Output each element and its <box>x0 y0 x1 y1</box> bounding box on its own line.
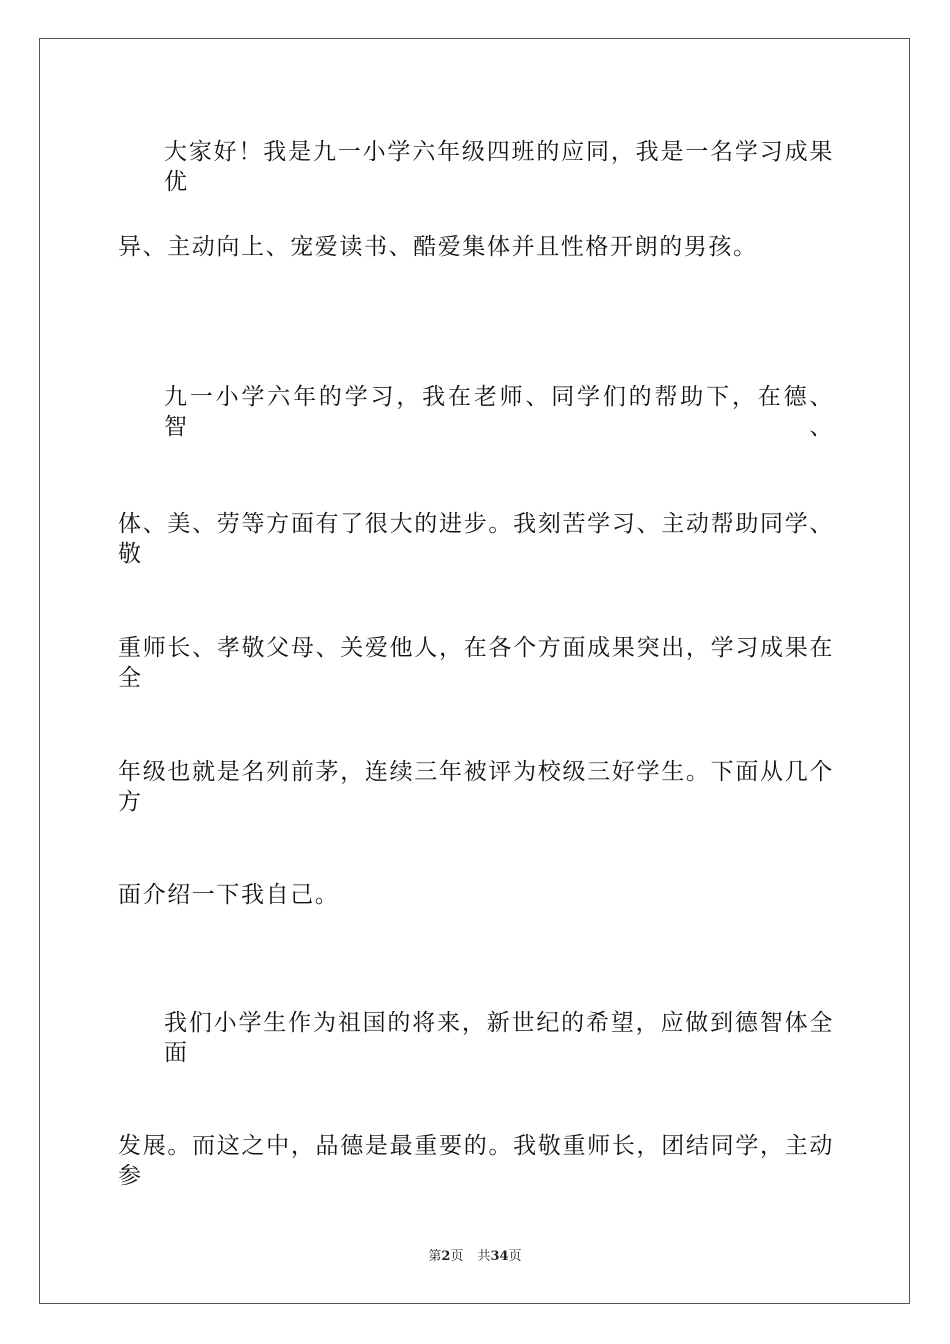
total-suffix: 页 <box>508 1249 522 1264</box>
page-number: 2 <box>441 1249 451 1264</box>
paragraph-2-line-2: 体、美、劳等方面有了很大的进步。我刻苦学习、主动帮助同学、敬 <box>118 511 834 567</box>
paragraph-2-line-1: 九一小学六年的学习，我在老师、同学们的帮助下，在德、智、 <box>164 384 834 440</box>
paragraph-1-line-1: 大家好！我是九一小学六年级四班的应同，我是一名学习成果优 <box>164 139 834 195</box>
page-footer <box>0 1248 950 1266</box>
total-pages: 34 <box>490 1249 509 1264</box>
paragraph-2-line-5: 面介绍一下我自己。 <box>118 882 340 908</box>
paragraph-2-line-4: 年级也就是名列前茅，连续三年被评为校级三好学生。下面从几个方 <box>118 759 834 815</box>
paragraph-1-line-2: 异、主动向上、宠爱读书、酷爱集体并且性格开朗的男孩。 <box>118 234 758 260</box>
page-prefix: 第 <box>428 1249 442 1264</box>
paragraph-3-line-2: 发展。而这之中，品德是最重要的。我敬重师长，团结同学，主动参 <box>118 1133 834 1189</box>
page-suffix: 页 <box>450 1249 464 1264</box>
total-prefix: 共 <box>477 1249 491 1264</box>
paragraph-3-line-1: 我们小学生作为祖国的将来，新世纪的希望，应做到德智体全面 <box>164 1010 834 1066</box>
paragraph-2-line-3: 重师长、孝敬父母、关爱他人，在各个方面成果突出，学习成果在全 <box>118 635 834 691</box>
